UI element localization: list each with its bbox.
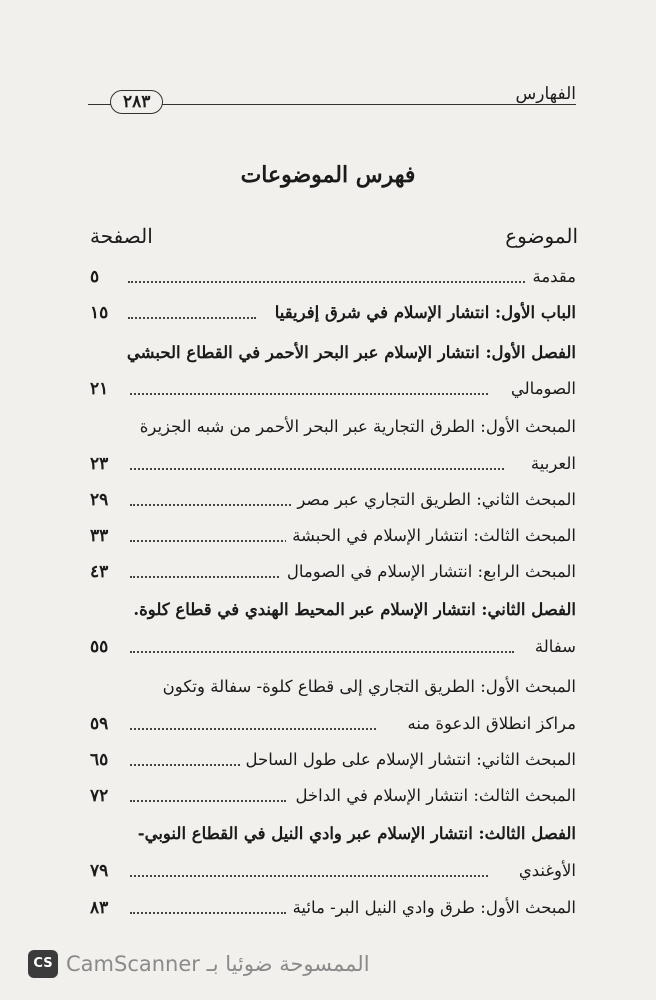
entry-page: ٥٥ xyxy=(90,637,109,657)
entry-title: المبحث الأول: الطريق التجاري إلى قطاع كلوة- سفالة وتكون xyxy=(157,672,576,702)
dot-leader xyxy=(130,728,376,730)
dot-leader xyxy=(128,281,536,283)
toc-entry xyxy=(90,262,576,292)
toc-entry xyxy=(90,745,576,775)
entry-page: ٧٩ xyxy=(90,861,109,881)
toc-entry xyxy=(90,819,576,849)
entry-page: ٤٣ xyxy=(90,562,109,582)
entry-title: المبحث الأول: طرق وادي النيل البر- مائية xyxy=(287,893,576,923)
entry-page: ٢١ xyxy=(90,379,109,399)
toc-entry xyxy=(90,412,576,442)
entry-title: مقدمة xyxy=(526,262,576,292)
dot-leader xyxy=(130,764,256,766)
camscanner-logo-icon: CS xyxy=(28,950,58,978)
toc-entry xyxy=(90,632,576,662)
entry-page: ٥ xyxy=(90,267,100,287)
entry-title: مراكز انطلاق الدعوة منه xyxy=(401,709,576,739)
entry-page: ٣٣ xyxy=(90,526,109,546)
entry-title: الأوغندي xyxy=(513,856,576,886)
dot-leader xyxy=(130,651,514,653)
dot-leader xyxy=(130,393,488,395)
toc-entry xyxy=(90,893,576,923)
entry-page: ١٥ xyxy=(90,303,109,323)
dot-leader xyxy=(130,800,286,802)
entry-page: ٧٢ xyxy=(90,786,109,806)
entry-title: الباب الأول: انتشار الإسلام في شرق إفريقيا xyxy=(269,298,576,328)
running-title: الفهارس xyxy=(515,84,576,104)
entry-title: المبحث الثاني: الطريق التجاري عبر مصر xyxy=(291,485,576,515)
toc-entry xyxy=(90,672,576,702)
entry-title: سفالة xyxy=(529,632,576,662)
toc-entry xyxy=(90,781,576,811)
dot-leader xyxy=(128,317,256,319)
entry-title: الفصل الثالث: انتشار الإسلام عبر وادي النيل في القطاع النوبي- xyxy=(132,819,576,849)
entry-page: ٢٩ xyxy=(90,490,109,510)
dot-leader xyxy=(130,912,286,914)
toc-entry xyxy=(90,856,576,886)
dot-leader xyxy=(130,468,504,470)
entry-title: المبحث الثاني: انتشار الإسلام على طول الساحل xyxy=(240,745,576,775)
entry-page: ٨٣ xyxy=(90,898,109,918)
toc-entry xyxy=(90,338,576,368)
toc-entry xyxy=(90,709,576,739)
dot-leader xyxy=(130,875,488,877)
entry-title: المبحث الثالث: انتشار الإسلام في الحبشة xyxy=(286,521,576,551)
dot-leader xyxy=(130,540,306,542)
column-page: الصفحة xyxy=(90,224,153,248)
toc-title: فهرس الموضوعات xyxy=(240,162,416,188)
entry-title: الصومالي xyxy=(505,374,576,404)
page-number: ٢٨٣ xyxy=(110,90,163,114)
dot-leader xyxy=(130,576,291,578)
entry-page: ٥٩ xyxy=(90,714,109,734)
toc-entry xyxy=(90,595,576,625)
entry-page: ٢٣ xyxy=(90,454,109,474)
entry-title: المبحث الثالث: انتشار الإسلام في الداخل xyxy=(289,781,576,811)
toc-entry xyxy=(90,449,576,479)
entry-page: ٦٥ xyxy=(90,750,109,770)
column-subject: الموضوع xyxy=(505,224,578,248)
toc-entry xyxy=(90,485,576,515)
entry-title: الفصل الأول: انتشار الإسلام عبر البحر الأحمر في القطاع الحبشي xyxy=(121,338,576,368)
entry-title: المبحث الرابع: انتشار الإسلام في الصومال xyxy=(281,557,576,587)
entry-title: العربية xyxy=(525,449,576,479)
toc-entry xyxy=(90,521,576,551)
toc-entry xyxy=(90,374,576,404)
toc-entry xyxy=(90,298,576,328)
toc-entry xyxy=(90,557,576,587)
entry-title: الفصل الثاني: انتشار الإسلام عبر المحيط الهندي في قطاع كلوة. xyxy=(127,595,576,625)
dot-leader xyxy=(130,504,306,506)
entry-title: المبحث الأول: الطرق التجارية عبر البحر الأحمر من شبه الجزيرة xyxy=(134,412,576,442)
camscanner-watermark-text: الممسوحة ضوئيا بـ CamScanner xyxy=(66,952,370,976)
